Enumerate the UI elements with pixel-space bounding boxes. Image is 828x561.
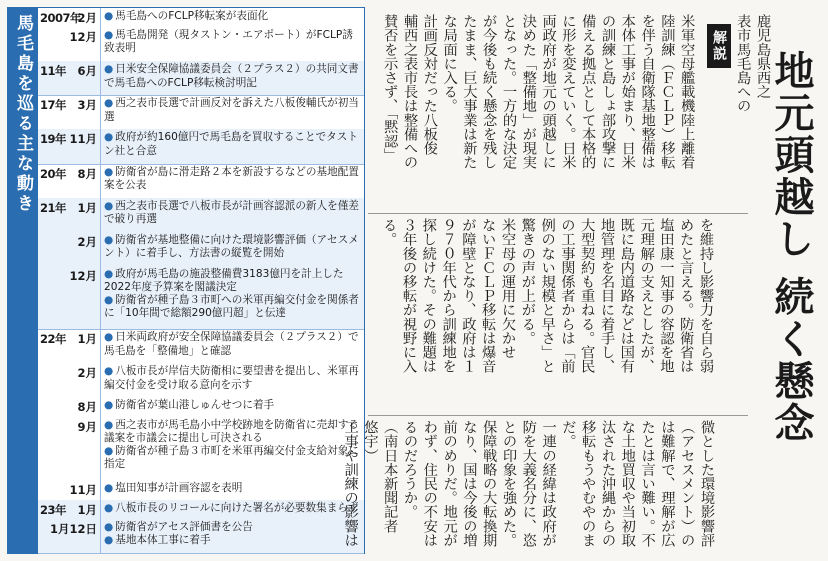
bullet-icon: ● [104, 294, 114, 307]
timeline-month: 1月 [77, 332, 97, 347]
timeline-events [104, 331, 360, 357]
timeline-entry [38, 8, 100, 27]
timeline-month: 11月 [69, 483, 97, 498]
timeline-row [38, 164, 364, 199]
bullet-icon: ● [104, 63, 114, 76]
timeline-month: 1月 [77, 502, 97, 517]
timeline-year: 22年 [40, 332, 67, 347]
timeline-table [7, 7, 365, 554]
timeline-entry [38, 500, 100, 519]
bullet-icon: ● [104, 97, 114, 110]
article-column: な局面に入る。 [441, 14, 458, 113]
article-column: 工事や訓練の影響は [342, 420, 359, 547]
article-column: が障壁となり、政府は１ [460, 218, 477, 374]
timeline-entry [38, 27, 100, 61]
timeline-entry [38, 61, 100, 95]
timeline-month: 11月 [69, 132, 97, 147]
article-column: る。 [381, 218, 398, 247]
article-column: 汰された沖縄からの [600, 420, 616, 547]
timeline-event [104, 200, 360, 226]
timeline-event-text: 防衛省が種子島３市町への米軍再編交付金を関係者に「10年間で総額290億円超」と伝達 [104, 294, 359, 320]
timeline-body [38, 8, 364, 553]
timeline-entry [38, 417, 100, 481]
timeline-events [104, 29, 360, 55]
article-column: （南日本新聞記者 [382, 420, 399, 533]
timeline-event [104, 29, 360, 55]
timeline-month: 1月12日 [49, 521, 97, 536]
timeline-events [104, 502, 360, 515]
article-column: の工事関係者からは「前 [559, 218, 576, 374]
timeline-month: 2月 [77, 11, 97, 25]
article-column: を維持し影響力を自ら弱 [698, 218, 714, 374]
article-column: 米空母の運用に欠かせ [500, 218, 516, 359]
article-column: めたと言える。防衛省は [678, 218, 695, 374]
timeline-year: 23年 [40, 502, 67, 517]
timeline-year: 17年 [40, 98, 67, 113]
timeline-event-text: 西之表市長選で計画反対を訴えた八板俊輔氏が初当選 [104, 97, 359, 123]
timeline-event-text: 防衛省がアセス評価書を公告 [115, 520, 253, 533]
timeline-month: 3月 [77, 98, 97, 113]
bullet-icon: ● [104, 131, 114, 144]
timeline-events [104, 10, 360, 23]
article-column: は難解で、理解が広 [659, 420, 676, 547]
timeline-events [104, 234, 360, 260]
timeline-event-text: 基地本体工事に着手 [115, 534, 211, 547]
bullet-icon: ● [104, 365, 114, 378]
timeline-entry [38, 397, 100, 416]
article-column: ９７０年代から訓練地を [440, 218, 457, 374]
article-column: 鹿児島県西之 [755, 14, 771, 99]
timeline-month: 2月 [77, 366, 97, 381]
headline: 地元頭越し 続く懸念 [768, 50, 815, 444]
article-column: 賛否を示さず、「黙認」 [382, 14, 399, 162]
article-column: 大型契約も重ねる。官民 [579, 218, 596, 374]
timeline-event [104, 365, 360, 391]
bullet-icon: ● [104, 10, 114, 22]
timeline-month: 9月 [77, 419, 97, 434]
article-column: 両政府が地元の頭越しに [540, 14, 557, 170]
timeline-event [104, 399, 360, 412]
timeline-month: 8月 [77, 400, 97, 415]
timeline-events [104, 399, 360, 412]
timeline-entry [38, 232, 100, 266]
timeline-event-text: 塩田知事が計画容認を表明 [115, 482, 243, 495]
timeline-title-bar [8, 8, 38, 553]
timeline-year: 20年 [40, 166, 67, 181]
article-column: が今後も続く懸念を残し [481, 14, 498, 170]
timeline-event [104, 331, 360, 357]
bullet-icon: ● [104, 501, 114, 514]
article-column: たとは言い難い。不 [639, 420, 656, 547]
timeline-events [104, 97, 360, 123]
bullet-icon: ● [104, 445, 114, 458]
timeline-year: 21年 [40, 200, 67, 215]
column-divider [368, 415, 748, 416]
timeline-event-text: 防衛省が葉山港しゅんせつに着手 [115, 399, 275, 412]
article-column: 陸訓練（ＦＣＬＰ）移転 [659, 14, 676, 170]
article-column: を伴う自衛隊基地整備は [639, 14, 656, 170]
timeline-event-text: 西之表市長選で八板市長が計画容認派の新人を僅差で破り再選 [104, 199, 359, 225]
timeline-event-text: 八板市長が岸信夫防衛相に要望書を提出し、米軍再編交付金を受け取る意向を示す [104, 365, 359, 391]
article-column: るのだろうか。 [402, 420, 418, 519]
article-column: 表市馬毛島への [735, 14, 752, 113]
timeline-events [104, 365, 360, 391]
timeline-event [104, 521, 360, 534]
article-column: 元理解の支えとしたが、 [638, 218, 655, 374]
timeline-event-text: 馬毛島開発（現タストン・エアポート）がFCLP誘致表明 [104, 29, 353, 55]
timeline-event [104, 166, 360, 192]
article-column: ３年後の移転が視野に入 [401, 218, 417, 374]
bullet-icon: ● [104, 165, 114, 178]
timeline-row [38, 8, 364, 62]
timeline-event-text: 馬毛島へのFCLP移転案が表面化 [115, 10, 269, 22]
timeline-event [104, 131, 360, 157]
bullet-icon: ● [104, 399, 114, 412]
timeline-event [104, 294, 360, 320]
bullet-icon: ● [104, 418, 114, 431]
article-column: との印象を強めた。 [501, 420, 517, 547]
bullet-icon: ● [104, 199, 114, 212]
timeline-row [38, 198, 364, 331]
bullet-icon: ● [104, 267, 114, 280]
timeline-entry [38, 198, 100, 232]
article-column: 塩田康一知事の容認を地 [658, 218, 675, 374]
article-column: 保障戦略の大転換期 [481, 420, 498, 547]
timeline-row [38, 129, 364, 164]
article-column: だ。 [560, 420, 577, 449]
timeline-event-text: 防衛省が島に滑走路２本を新設するなどの基地配置案を公表 [104, 165, 359, 191]
timeline-month: 6月 [77, 64, 97, 79]
timeline-row [38, 329, 364, 500]
timeline-event [104, 502, 360, 515]
bullet-icon: ● [104, 482, 114, 495]
timeline-entry [38, 266, 100, 330]
timeline-entry [38, 164, 100, 198]
article-column: な土地買収や当初取 [619, 420, 636, 547]
timeline-event [104, 482, 360, 495]
timeline-event-text: 日米両政府が安全保障協議委員会（２プラス２）で馬毛島を「整備地」と確認 [104, 331, 359, 357]
column-divider [368, 213, 748, 214]
timeline-event [104, 234, 360, 260]
article-column: 驚きの声が上がる。 [519, 218, 536, 345]
timeline-event-text: 政府が馬毛島の施設整備費3183億円を計上した2022年度予算案を閣議決定 [104, 267, 344, 293]
kaisetsu-badge: 解説 [707, 24, 731, 68]
timeline-events [104, 419, 360, 472]
timeline-event [104, 419, 360, 445]
article-column: 米軍空母艦載機陸上離着 [679, 14, 696, 170]
timeline-month: 2月 [77, 234, 97, 249]
bullet-icon: ● [104, 520, 114, 533]
timeline-events [104, 482, 360, 495]
timeline-event-text: 八板市長のリコールに向けた署名が必要数集まらず [115, 501, 359, 514]
timeline-year: 19年 [40, 132, 67, 147]
article-column: たまま、巨大事業は新た [461, 14, 478, 170]
timeline-events [104, 268, 360, 321]
article-column: 輔西之表市長は整備への [402, 14, 418, 170]
timeline-entry [38, 95, 100, 129]
timeline-month: 12月 [69, 30, 97, 45]
timeline-row [38, 61, 364, 96]
article-column: 例のない規模と早さ」と [539, 218, 556, 374]
timeline-month: 12月 [69, 268, 97, 283]
timeline-event-text: 西之表市が馬毛島小中学校跡地を防衛省に売却する議案を市議会に提出し可決される [104, 418, 359, 444]
bullet-icon: ● [104, 29, 114, 42]
timeline-year: 11年 [40, 64, 67, 79]
article-column: 前のめりだ。地元が [441, 420, 458, 547]
article-column: 防を大義名分に、恣 [520, 420, 537, 547]
timeline-row [38, 500, 364, 554]
article-column: 備える拠点として本格的 [580, 14, 597, 170]
bullet-icon: ● [104, 233, 114, 246]
article-column: ないＦＣＬＰ移転は爆音 [480, 218, 497, 374]
timeline-entry [38, 519, 100, 553]
timeline-events [104, 200, 360, 226]
article-column: 悠宇） [362, 420, 379, 463]
timeline-event [104, 63, 360, 89]
timeline-year: 2007年 [40, 11, 82, 25]
timeline-entry [38, 363, 100, 397]
article-column: 微とした環境影響評 [699, 420, 715, 547]
article-column: 一連の経緯は政府が [540, 420, 557, 547]
article-column: の訓練と島しょ部攻撃に [600, 14, 616, 170]
article-column: わず、住民の不安は [421, 420, 438, 547]
timeline-title: 馬毛島を巡る主な動き [13, 14, 33, 214]
article-column: となった。一方的な決定 [501, 14, 517, 170]
article-column: 本体工事が始まり、日米 [619, 14, 636, 170]
timeline-events [104, 521, 360, 547]
article-column: 探し続けた。その難題は [420, 218, 437, 374]
article-column: 計画反対だった八板俊 [421, 14, 438, 155]
article-column: なり、国は今後の増 [461, 420, 478, 547]
timeline-month: 1月 [77, 200, 97, 215]
timeline-events [104, 166, 360, 192]
timeline-events [104, 63, 360, 89]
article-column: （アセスメント）の [679, 420, 696, 547]
timeline-entry [38, 329, 100, 363]
timeline-event-text: 政府が約160億円で馬毛島を買収することでタストン社と合意 [104, 131, 358, 157]
timeline-event [104, 268, 360, 294]
bullet-icon: ● [104, 534, 114, 547]
timeline-event-text: 日米安全保障協議委員会（２プラス２）の共同文書で馬毛島へのFCLP移転検討明記 [104, 63, 359, 89]
timeline-event [104, 534, 360, 547]
timeline-entry [38, 129, 100, 163]
article-column: 地管理を名目に着手し、 [599, 218, 615, 374]
timeline-event [104, 10, 360, 23]
timeline-entry [38, 480, 100, 499]
timeline-row [38, 95, 364, 130]
timeline-month: 8月 [77, 166, 97, 181]
timeline-event [104, 445, 360, 471]
timeline-events [104, 131, 360, 157]
article-column: 決めた「整備地」が現実 [520, 14, 537, 170]
bullet-icon: ● [104, 331, 114, 344]
article-column: 既に島内道路などは国有 [618, 218, 635, 374]
article-column: 移転もうやむやのま [580, 420, 597, 547]
article-column: に形を変えていく。日米 [560, 14, 577, 170]
timeline-event-text: 防衛省が種子島３市町を米軍再編交付金支給対象に指定 [104, 445, 359, 471]
timeline-event-text: 防衛省が基地整備に向けた環境影響評価（アセスメント）に着手し、方法書の縦覧を開始 [104, 233, 359, 259]
timeline-event [104, 97, 360, 123]
